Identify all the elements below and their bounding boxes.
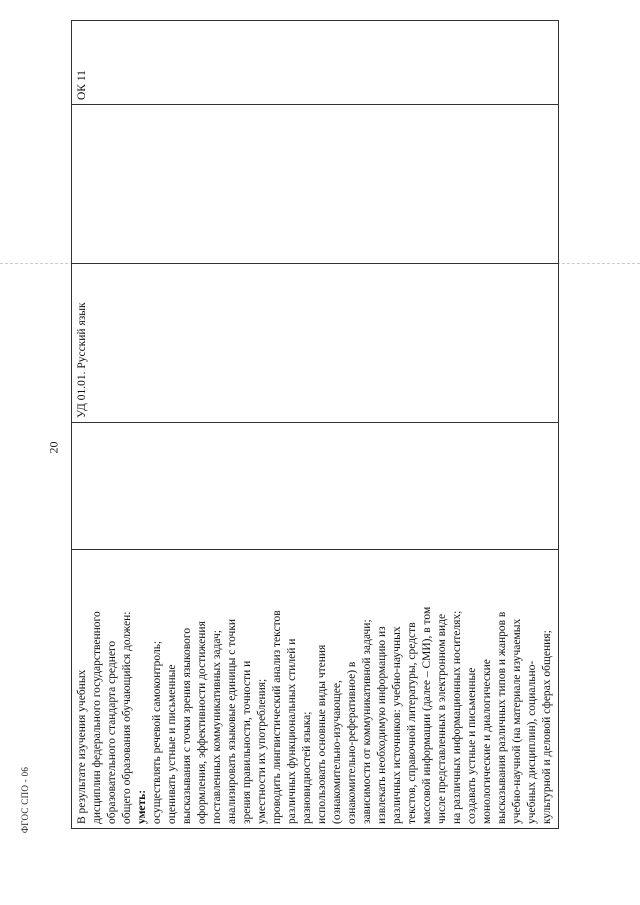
discipline-cell: УД 01.01. Русский язык <box>72 264 559 423</box>
requirement-line: дисциплин федерального государственного <box>91 611 103 824</box>
requirement-line: проводить лингвистический анализ текстов <box>271 610 283 824</box>
requirement-line: создавать устные и письменные <box>466 667 478 824</box>
requirement-line: оценивать устные и письменные <box>166 664 178 824</box>
requirement-line: зрения правильности, точности и <box>241 660 253 824</box>
requirement-line: общего образования обучающийся должен: <box>121 611 133 824</box>
requirement-line: учебно-научной (на материале изучаемых <box>511 618 523 824</box>
requirement-line: оформления, эффективности достижения <box>196 621 208 824</box>
requirement-line: различных функциональных стилей и <box>286 638 298 824</box>
requirement-line: монологические и диалогические <box>481 659 493 824</box>
empty-cell <box>72 105 559 264</box>
requirement-line: уместности их употребления; <box>256 678 268 824</box>
requirement-line: (ознакомительно-изучающее, <box>331 680 343 824</box>
requirement-line: ознакомительно-реферативное) в <box>346 661 358 824</box>
requirements-table <box>71 20 559 829</box>
requirement-line: использовать основные виды чтения <box>316 644 328 824</box>
requirement-line: учебных дисциплин), социально- <box>526 660 538 824</box>
requirement-line: осуществлять речевой самоконтроль; <box>151 640 163 824</box>
requirement-line: различных источников: учебно-научных <box>391 626 403 824</box>
rotated-table <box>71 64 551 829</box>
requirement-line: разновидностей языка; <box>301 711 313 824</box>
requirement-line: текстов, справочной литературы, средств <box>406 622 418 824</box>
footer-code: ФГОС СПО - 06 <box>20 766 31 834</box>
requirement-line: уметь: <box>136 789 148 824</box>
requirement-line: анализировать языковые единицы с точки <box>226 618 238 824</box>
requirement-line: высказывания с точки зрения языкового <box>181 627 193 824</box>
page-number: 20 <box>46 441 61 454</box>
requirement-line: извлекать необходимую информацию из <box>376 626 388 824</box>
empty-cell <box>72 423 559 550</box>
table-row <box>72 21 559 829</box>
competence-cell: ОК 11 <box>72 21 559 105</box>
requirement-line: поставленных коммуникативных задач; <box>211 630 223 824</box>
requirement-line: культурной и деловой сферах общения; <box>541 630 553 824</box>
requirement-line: В результате изучения учебных <box>76 669 88 824</box>
requirement-line: образовательного стандарта среднего <box>106 640 118 824</box>
requirement-line: числе представленных в электронном виде <box>436 613 448 824</box>
requirement-line: зависимости от коммуникативной задачи; <box>361 619 373 824</box>
requirement-line: высказывания различных типов и жанров в <box>496 611 508 824</box>
requirements-cell <box>72 550 559 829</box>
requirement-line: на различных информационных носителях; <box>451 610 463 824</box>
requirement-line: массовой информации (далее – СМИ), в том <box>421 606 433 824</box>
